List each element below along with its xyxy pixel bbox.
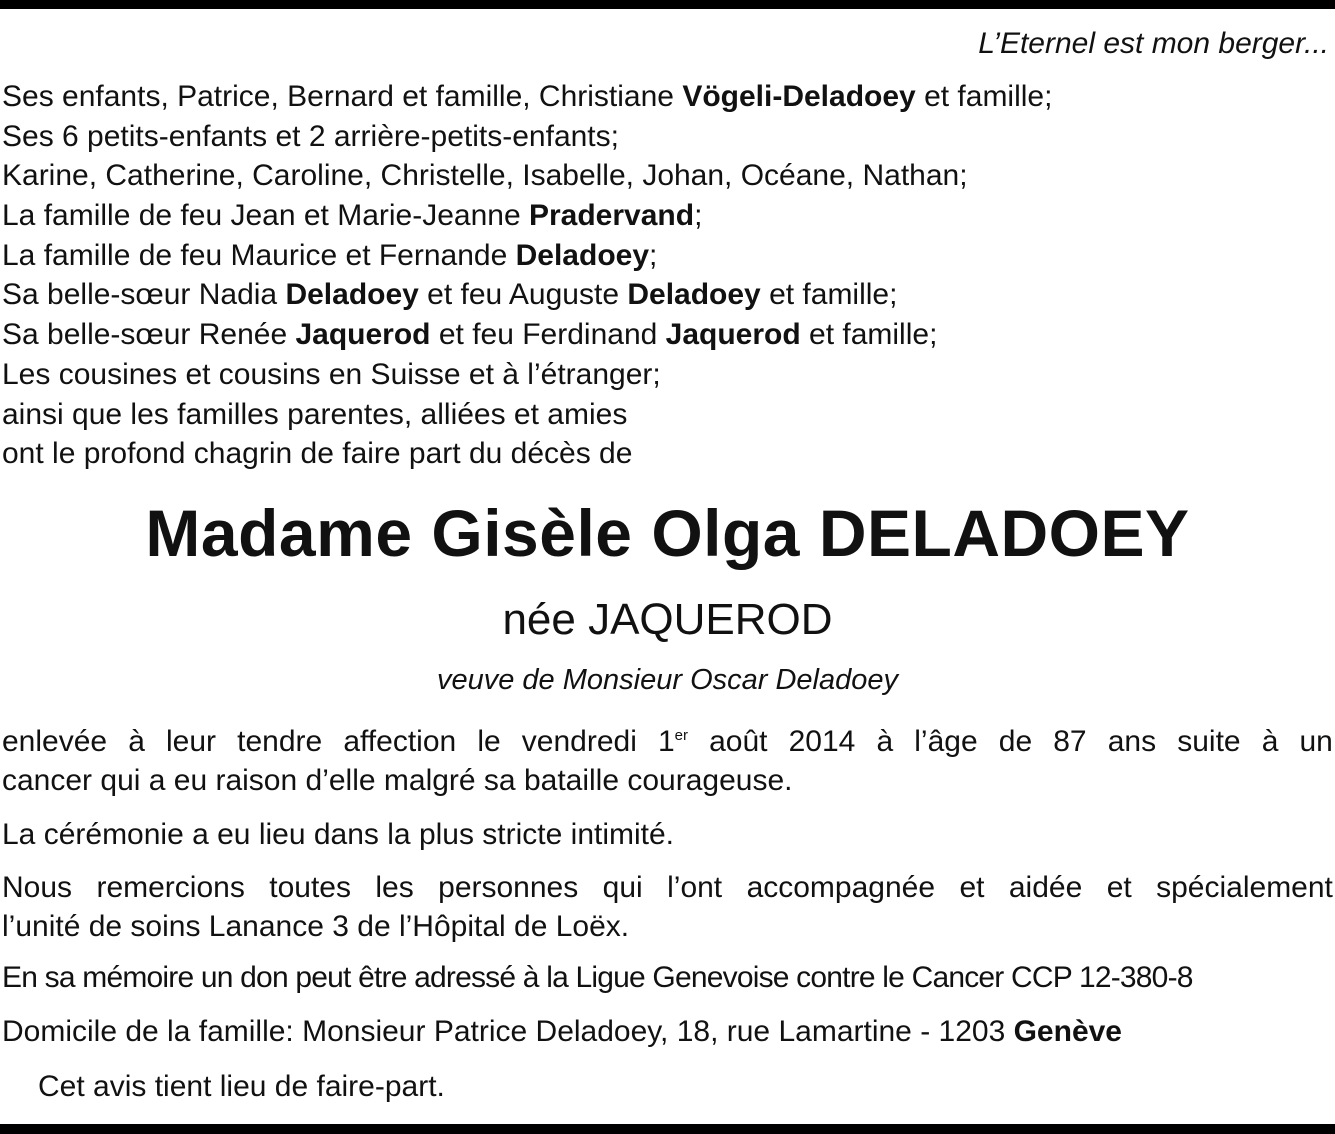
mourner-text: et feu Ferdinand [430, 318, 666, 352]
word: ans [1107, 725, 1157, 758]
deceased-name: Madame Gisèle Olga DELADOEY [145, 496, 1190, 570]
mourner-text: et feu Auguste [418, 278, 628, 312]
word: les [375, 871, 414, 904]
word: aidée [1008, 871, 1083, 904]
word: à [876, 725, 894, 758]
word: et [1106, 871, 1132, 904]
thanks-line-1 [2, 868, 1333, 907]
mourner-text: ; [649, 238, 658, 272]
word: 2014 [788, 725, 856, 758]
mourner-text: La famille de feu Jean et Marie-Jeanne [2, 199, 529, 233]
donation-text: En sa mémoire un don peut être adressé à la Ligue Genevoise contre le Cancer CCP 12-380-8 [2, 961, 1193, 994]
word: de [998, 725, 1033, 758]
mourner-line-grandchildren-names: Karine, Catherine, Caroline, Christelle, Isabelle, Johan, Océane, Nathan; [2, 159, 968, 193]
address-line [2, 1012, 1333, 1051]
notice-paragraph [38, 1067, 1335, 1106]
mourner-line-renee [2, 315, 1052, 355]
word: le [477, 725, 501, 758]
mourner-surname: Pradervand [528, 199, 695, 233]
day-number: 1 [657, 725, 675, 758]
word: août [709, 725, 768, 758]
mourner-text: et famille; [760, 278, 898, 312]
word: à [1261, 725, 1279, 758]
mourner-surname: Vögeli-Deladoey [682, 80, 916, 113]
address-text: Domicile de la famille: Monsieur Patrice Deladoey, 18, rue Lamartine - 1203 [2, 1015, 1014, 1048]
word: l’âge [914, 725, 978, 758]
mourner-line-relatives: ainsi que les familles parentes, alliées et amies [2, 397, 628, 431]
notice-text: Cet avis tient lieu de faire-part. [38, 1070, 445, 1103]
word: toutes [269, 871, 351, 904]
word: enlevée [2, 725, 108, 758]
family-address-paragraph [2, 1012, 1333, 1051]
mourner-line-nadia [2, 275, 1052, 315]
widow-of-line: veuve de Monsieur Oscar Deladoey [436, 664, 898, 696]
mourner-text: et famille; [800, 318, 938, 352]
word: tendre [237, 725, 323, 758]
mourner-surname: Deladoey [627, 278, 761, 312]
thanks-line-2: l’unité de soins Lanance 3 de l’Hôpital de Loëx. [2, 910, 630, 943]
word: suite [1177, 725, 1241, 758]
mourner-text: ; [694, 199, 703, 233]
mourner-line-children [2, 77, 1052, 117]
mourner-surname: Deladoey [285, 278, 419, 312]
mourner-surname: Jaquerod [295, 318, 431, 352]
day-ordinal-suffix: er [674, 727, 688, 744]
word: accompagnée [746, 871, 936, 904]
top-border-rule [0, 0, 1335, 9]
word: Nous [2, 871, 73, 904]
word: l’ont [667, 871, 723, 904]
mourner-line-cousins: Les cousines et cousins en Suisse et à l’étranger; [2, 357, 661, 391]
word: leur [166, 725, 217, 758]
passing-paragraph [2, 722, 1333, 800]
mourner-surname: Deladoey [515, 238, 650, 272]
epigraph: L’Eternel est mon berger... [978, 27, 1329, 60]
address-city: Genève [1013, 1015, 1122, 1048]
mourner-line-deladoey-family [2, 236, 1052, 276]
ceremony-paragraph [2, 815, 1333, 854]
family-mourners-list [2, 77, 1052, 474]
word: et [959, 871, 985, 904]
mourner-text: La famille de feu Maurice et Fernande [2, 238, 516, 272]
word: un [1299, 725, 1333, 758]
mourner-text: Sa belle-sœur Renée [2, 318, 296, 352]
word: vendredi [521, 725, 637, 758]
passing-line-1 [2, 722, 1333, 761]
word: à [128, 725, 145, 758]
date-day [658, 722, 688, 761]
passing-line-2: cancer qui a eu raison d’elle malgré sa bataille courageuse. [2, 764, 793, 797]
maiden-name: née JAQUEROD [502, 595, 833, 644]
word: spécialement [1156, 871, 1333, 904]
word: 87 [1053, 725, 1087, 758]
word: personnes [438, 871, 579, 904]
word: remercions [96, 871, 245, 904]
word: qui [602, 871, 643, 904]
announcement-line: ont le profond chagrin de faire part du décès de [2, 437, 633, 471]
mourner-text: et famille; [915, 80, 1053, 113]
mourner-line-pradervand [2, 196, 1052, 236]
mourner-surname: Jaquerod [665, 318, 801, 352]
donation-paragraph [2, 958, 1333, 997]
ceremony-text: La cérémonie a eu lieu dans la plus stricte intimité. [2, 818, 675, 851]
word: affection [343, 725, 457, 758]
mourner-line-grandchildren: Ses 6 petits-enfants et 2 arrière-petits-enfants; [2, 119, 619, 153]
mourner-text: Ses enfants, Patrice, Bernard et famille, Christiane [2, 80, 683, 113]
thanks-paragraph [2, 868, 1333, 946]
bottom-border-rule [0, 1124, 1335, 1134]
mourner-text: Sa belle-sœur Nadia [2, 278, 286, 312]
